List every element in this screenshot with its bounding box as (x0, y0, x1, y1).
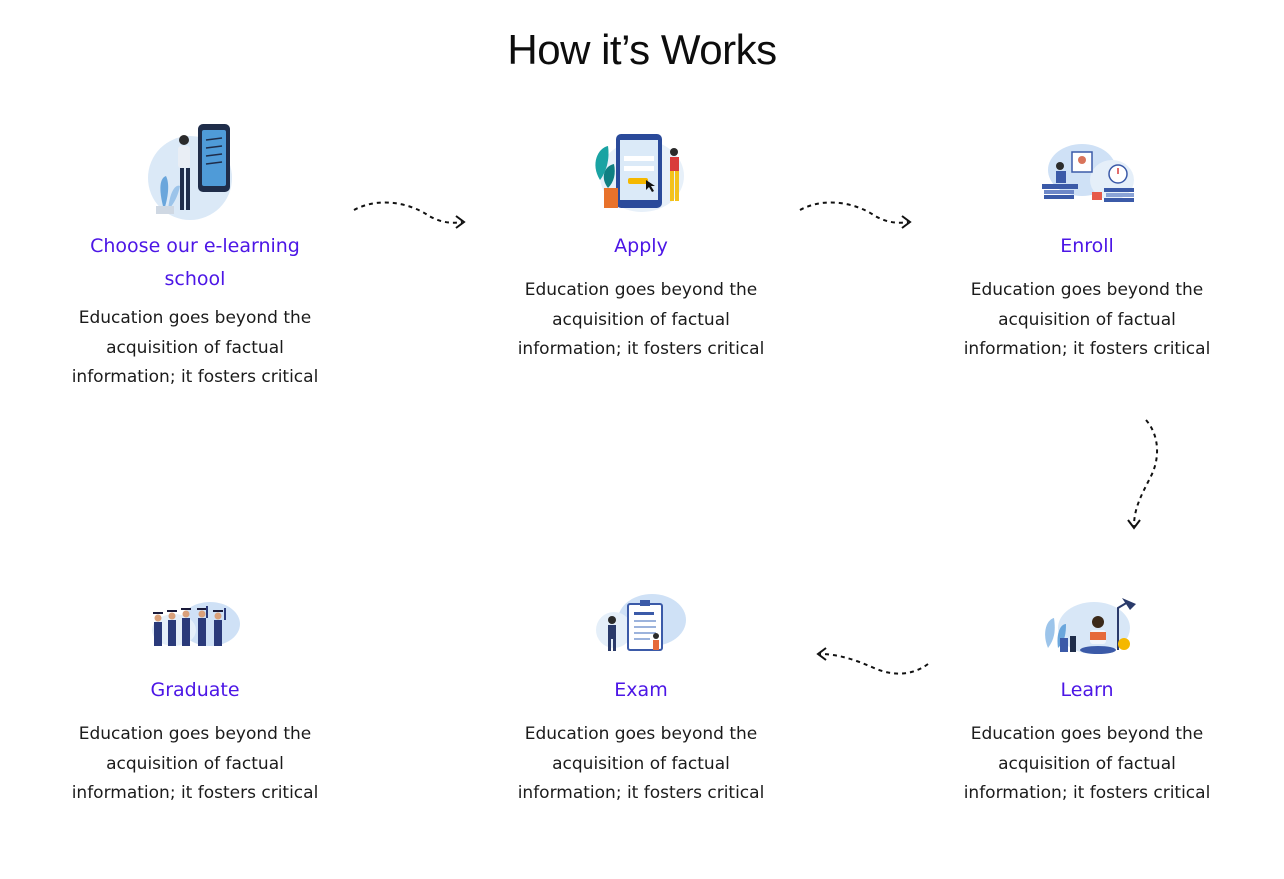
step-exam (501, 578, 781, 809)
dashed-arrow-icon (796, 192, 918, 234)
step-title: Exam (614, 679, 668, 701)
step-description: Education goes beyond the acquisition of factual information; it fosters critical (517, 724, 765, 803)
step-graduate (55, 578, 335, 809)
step-description: Education goes beyond the acquisition of factual information; it fosters critical (963, 724, 1211, 803)
tablet-user-illustration (140, 118, 250, 228)
step-title: Enroll (1060, 235, 1114, 257)
step-description: Education goes beyond the acquisition of factual information; it fosters critical (517, 280, 765, 359)
step-choose (55, 118, 335, 393)
graduates-illustration (140, 578, 250, 674)
page-title: How it’s Works (507, 26, 777, 73)
step-learn (947, 578, 1227, 809)
step-description: Education goes beyond the acquisition of factual information; it fosters critical (71, 308, 319, 387)
step-description: Education goes beyond the acquisition of factual information; it fosters critical (963, 280, 1211, 359)
exam-board-illustration (586, 578, 696, 674)
dashed-arrow-left-icon (812, 640, 934, 682)
enroll-desk-illustration (1032, 118, 1142, 228)
reading-student-illustration (1032, 578, 1142, 674)
step-title: Graduate (150, 679, 240, 701)
step-description: Education goes beyond the acquisition of factual information; it fosters critical (71, 724, 319, 803)
apply-form-illustration (586, 118, 696, 228)
step-enroll (947, 118, 1227, 365)
step-title: Apply (614, 235, 668, 257)
dashed-arrow-icon (350, 192, 472, 234)
step-apply (501, 118, 781, 365)
dashed-arrow-down-icon (1120, 416, 1164, 536)
step-title: Choose our e-learning school (90, 235, 300, 290)
step-title: Learn (1060, 679, 1114, 701)
